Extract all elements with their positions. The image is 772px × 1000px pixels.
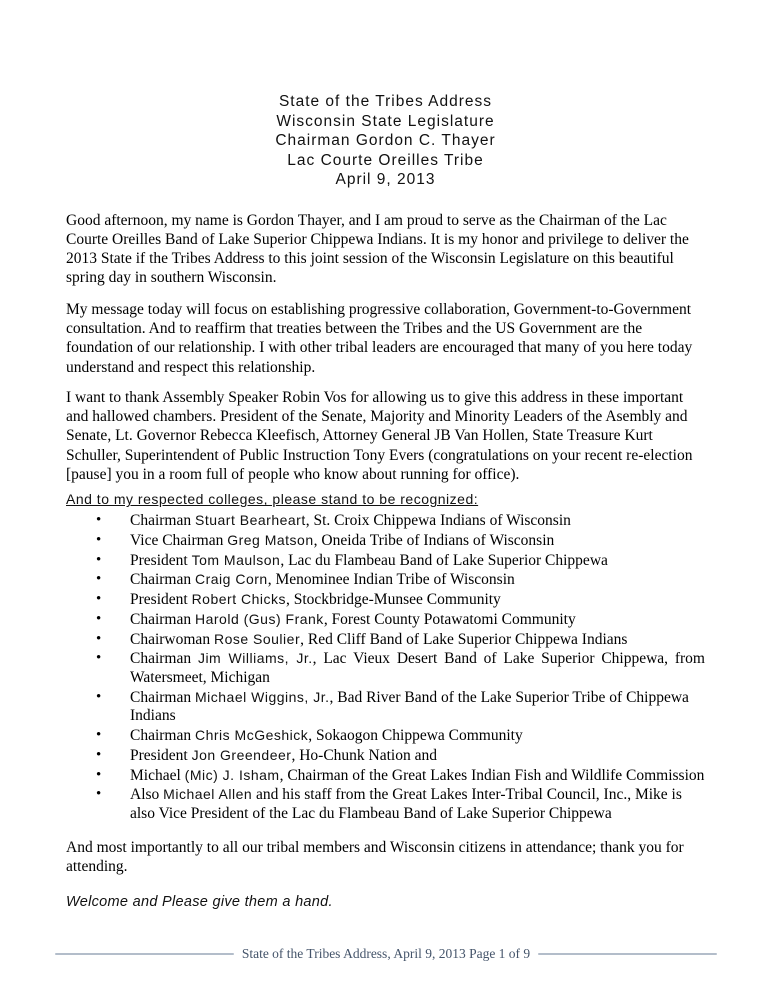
person-name: Michael Allen [163,786,253,803]
paragraph-greeting: Good afternoon, my name is Gordon Thayer, and I am proud to serve as the Chairman of the Lac Courte Oreilles Band of Lake Superior Chippewa Indians. It is my honor and privilege to deliver the 2013 State if the Tribes Address to this joint session of the Wisconsin Legislature on this beautiful spring day in southern Wisconsin. [66,211,689,287]
footer-rule-right [538,953,717,955]
person-name: Stuart Bearheart [195,512,306,529]
text-segment: President [130,551,192,569]
bullet-icon: • [96,688,102,705]
text-segment: Chairman [130,688,195,706]
title-line-5: April 9, 2013 [335,171,436,188]
list-item [66,746,705,766]
footer-rule-left [55,953,234,955]
text-segment: President [130,746,192,764]
recognized-leaders-list [66,511,705,823]
person-name: Greg Matson [227,532,314,549]
text-segment: , Lac du Flambeau Band of Lake Superior Chippewa [280,551,608,569]
title-line-1: State of the Tribes Address [278,93,493,110]
text-segment: Chairwoman [130,630,214,648]
text-segment: , Bad River Band of the Lake Superior Tribe of Chippewa Indians [130,688,689,725]
text-segment: , Menominee Indian Tribe of Wisconsin [267,571,515,589]
text-segment: , Chairman of the Great Lakes Indian Fish and Wildlife Commission [279,766,705,784]
bullet-icon: • [96,630,102,647]
list-item [66,785,705,823]
bullet-icon: • [96,650,102,667]
person-name: Michael Wiggins, Jr. [195,688,330,705]
bullet-icon: • [96,591,102,608]
page-footer [55,946,717,962]
text-segment: , Stockbridge-Munsee Community [285,591,501,609]
document-title [66,92,705,190]
person-name: Craig Corn [195,571,268,588]
text-segment: Michael [130,766,185,784]
list-item [66,630,705,650]
text-segment: Chairman [130,512,195,530]
list-item [66,688,705,726]
text-segment: Chairman [130,610,195,628]
text-segment: Also [130,786,164,804]
bullet-icon: • [96,610,102,627]
list-item [66,590,705,610]
text-segment: , Red Cliff Band of Lake Superior Chippewa Indians [300,630,628,648]
title-line-3: Chairman Gordon C. Thayer [275,132,496,149]
bullet-icon: • [96,551,102,568]
paragraph-message: My message today will focus on establishing progressive collaboration, Government-to-Government consultation. And to reaffirm that treaties between the Tribes and the US Government are the foundation of our relationship. I with other tribal leaders are encouraged that many of you here today understand and respect this relationship. [66,300,693,376]
bullet-icon: • [96,512,102,529]
text-segment: , St. Croix Chippewa Indians of Wisconsin [305,512,571,530]
text-segment: , Forest County Potawatomi Community [323,610,576,628]
text-segment: President [130,591,192,609]
person-name: Robert Chicks [191,591,286,608]
text-segment: , Ho-Chunk Nation and [291,746,437,764]
text-segment: Chairman [130,650,198,668]
list-heading: And to my respected colleges, please stand to be recognized: [66,491,479,508]
person-name: Jon Greendeer [191,746,292,763]
bullet-icon: • [96,786,102,803]
list-item [66,649,705,687]
list-item [66,531,705,551]
text-segment: Chairman [130,727,195,745]
text-segment: Vice Chairman [130,532,228,550]
bullet-icon: • [96,571,102,588]
list-item [66,766,705,786]
person-name: Chris McGeshick [195,727,309,744]
list-item [66,551,705,571]
welcome-line: Welcome and Please give them a hand. [66,894,333,911]
list-item [66,726,705,746]
text-segment: , Sokaogon Chippewa Community [308,727,523,745]
person-name: Jim Williams, Jr. [197,650,313,667]
person-name: Rose Soulier [213,630,301,647]
text-segment: , Oneida Tribe of Indians of Wisconsin [313,532,555,550]
bullet-icon: • [96,727,102,744]
text-segment: Chairman [130,571,195,589]
bullet-icon: • [96,532,102,549]
footer-text: State of the Tribes Address, April 9, 2013 Page 1 of 9 [241,946,531,961]
person-name: (Mic) J. Isham [184,766,280,783]
person-name: Harold (Gus) Frank [195,610,324,627]
list-item [66,610,705,630]
title-line-2: Wisconsin State Legislature [276,112,495,130]
person-name: Tom Maulson [191,551,281,568]
bullet-icon: • [96,746,102,763]
bullet-icon: • [96,766,102,783]
list-item [66,570,705,590]
text-segment: , Lac Vieux Desert Band of Lake Superior Chippewa, from Watersmeet, Michigan [130,650,705,686]
list-item [66,511,705,531]
text-segment: and his staff from the Great Lakes Inter-Tribal Council, Inc., Mike is also Vice President of the Lac du Flambeau Band of Lake Superior Chippewa [130,786,682,822]
title-line-4: Lac Courte Oreilles Tribe [287,151,484,169]
paragraph-thanks: I want to thank Assembly Speaker Robin Vos for allowing us to give this address in these important and hallowed chambers. President of the Senate, Majority and Minority Leaders of the Asembly and Senate, Lt. Governor Rebecca Kleefisch, Attorney General JB Van Hollen, State Treasure Kurt Schuller, Superintendent of Public Instruction Tony Evers (congratulations on your recent re-election [pause] you in a room full of people who know about running for office). [66,388,693,484]
paragraph-closing: And most importantly to all our tribal members and Wisconsin citizens in attendance; thank you for attending. [66,838,684,875]
